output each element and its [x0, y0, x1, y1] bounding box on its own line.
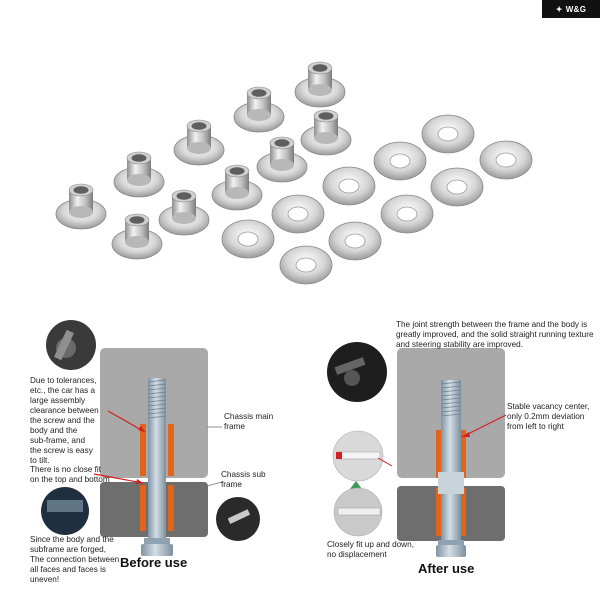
after-callout-strength: The joint strength between the frame and the body is greatly improved, and the solid straight running texture and steering stability are improved.: [396, 320, 594, 349]
logo-icon: ✦: [555, 4, 563, 14]
before-callout-forged: Since the body and the subframe are forged, The connection between all faces and faces is uneven!: [30, 535, 120, 584]
label-chassis-main-frame: Chassis main frame: [224, 412, 274, 431]
logo-text: W&G: [565, 4, 587, 14]
after-callout-fit: Closely fit up and down, no displacement: [327, 540, 414, 559]
before-callout-tolerance: Due to tolerances, etc., the car has a large assembly clearance between the screw and the body and the sub-frame, and the screw is easy to tilt.: [30, 376, 99, 465]
label-chassis-sub-frame: Chassis sub frame: [221, 470, 266, 489]
after-callout-center: Stable vacancy center, only 0.2mm deviation from left to right: [507, 402, 590, 431]
after-title: After use: [418, 561, 475, 576]
before-callout-fit: There is no close fit on the top and bottom: [30, 465, 110, 484]
before-title: Before use: [120, 555, 188, 570]
